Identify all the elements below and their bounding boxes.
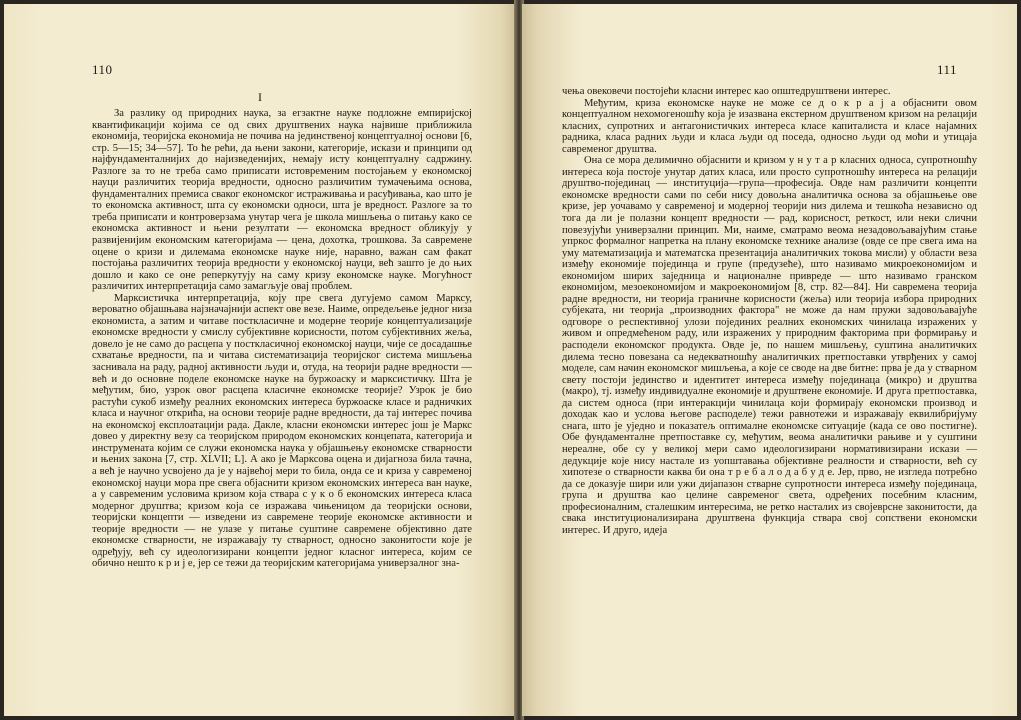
right-page [522, 4, 1017, 716]
paragraph: Она се мора делимично објаснити и кризом у н у т а р класних односа, супротношћу интереса која постоје унутар датих класа, или просто супротношћу интереса на релацији друштво-појединац — институција—група—професија. Овде нам различити концепти економске вредности сами по себи нису довољна аналитичка основа за објашњење ове кризе, јер уочавамо у савременој и модерној теорији низ дилема и тешкоћа независно од тога да ли је полазни концепт вредности — рад, корисност, реткост, или неки слични повезујући универзални принцип. Ми, наиме, сматрамо веома незадовољавајућим стање упркос формалног напретка на плану економске технике анализе (овде се пре свега има на уму математизација и математска презентација аналитичких токова мисли) у области веза између економије појединца и групе (предузеће), што називамо микроекономијом и економијом ширих заједница и националне привреде — што називамо гранском економијом, мезоекономијом и макроекономијом [8, стр. 82—84]. Ни савремена теорија радне вредности, ни теорија граничне корисности (жеља) или теорија избора природних субјеката, ни теорија „производних фактора" не може да нам пружи задовољавајуће одговоре о респективној улози појединих реалних економских чинилаца изражених у живом и опредмећеном раду, или изражених у природним факторима при формирању и расподели економског продукта. Овде је, по нашем мишљењу, суштина аналитичких дилема тесно повезана са недекватношћу аналитичких претпоставки утврђених у самој моделе, сам начин економског мишљења, а које се своде на две битне: прва је да у стварном свету постоји јединство и идентитет интереса између појединаца (микро) и друштва (макро), тј. између индивидуалне економије и друштвене економије. И друга претпоставка, да систем односа (при интеракцији чинилаца који формирају економски производ и доходак као и услова његове расподеле) тежи равнотежи и изражавају еквилибријуму снага, што је уједно и показатељ оптималне економске ситуације (када се ово постигне). Обе фундаменталне претпоставке су, међутим, веома аналитички рањиве и у суштини нереалне, обе су у великој мери само идеологизирани нормативизирани искази — дедукције које нису настале из уопштавања објективне реалности и стварности, већ су хипотезе о стварности каква би она т р е б а л о д а б у д е. Јер, прво, не изгледа потребно да се доказује шири или ужи дијапазон стварне супротности интереса између појединаца, група и друштва као целине савременог света, одређених посебним класним, професионалним, сталешким интересима, не ретко насталих из својеврсне законитости, да свака институционализирана друштвена функција ствара свој сопствени економски интерес. И друго, идеја [562, 155, 977, 536]
paragraph: Марксистичка интерпретација, коју пре свега дугујемо самом Марксу, вероватно објашњава најзначајнији аспект ове везе. Наиме, опредељење једног низа економиста, а затим и читаве посткласичне и модерне теорије концептуализације економске вредности у смислу субјективне корисности, потом субјективних жеља, довело је не само до расцепа у посткласичној економској науци, чије се досадашње схватање вредности, па и читава систематизација теоријског система мишљења заснивала на раду, радној активности људи и, отуда, на теорији радне вредности — већ и до основне поделе економске науке на буржоаску и марксистичку. Шта је међутим, био, узрок овог расцепа класичне економске теорије? Узрок је био растући сукоб између реалних економских интереса буржоаске класе и радничких класа и научног открића, на основи теорије радне вредности, да тај интерес почива на економској експлоатацији рада. Дакле, класни економски интерес још је Маркс довео у директну везу са теоријском природом економских концепата, категорија и инструмената којим се служи економска наука у објашњењу економске стварности и њених закона [7, стр. XLVII; L]. А ако је Марксова оцена и дијагноза била тачна, а већ је научно усвојено да је у највећој мери то била, онда се и криза у савременој економској науци мора пре свега објаснити кризом економских интереса ван науке, а у савременим условима кризом која ствара с у к о б економских интереса класа модерног друштва; кризом која се изражава чињеницом да теоријски основи, теоријски концепти — изведени из савремене теорије економске активности и теорије вредности — не улазе у питање суштине савремене објективно дате економске стварности, не изражавају ту стварност, односно законитости које је одређују, већ су идеологизирани концепти једног класног интереса, којим се обично нешто к р и ј е, јер се тежи да теоријским категоријама универзалног зна- [92, 292, 472, 570]
paragraph: чења овековечи постојећи класни интерес као општедруштвени интерес. [562, 86, 891, 97]
page-number-left: 110 [92, 62, 113, 77]
right-page-body [562, 86, 977, 536]
left-page-body [92, 108, 472, 570]
left-page [4, 4, 516, 716]
section-heading: I [258, 90, 262, 104]
paragraph: Међутим, криза економске науке не може се д о к р а ј а објаснити овом концептуалном нехомогеношћу која је изазвана екстерном друштвеном кризом на релацији класних, супротних и антагонистичких интереса класе капиталиста и класе најамних радника, класа радних људи и класа људи од поседа, односно људи од моћи и утицаја савременог друштва. [562, 97, 977, 155]
page-number-right: 111 [936, 62, 957, 77]
paragraph: За разлику од природних наука, за егзактне науке подложне емпиријској квантификацији којима се од свих друштвених наука највише приближила економија, теоријска економија не почива на јединственој концептуалној основи [6, стр. 5—15; 34—57]. То ће рећи, да њени закони, категорије, искази и принципи од најфундаменталнијих до најизведенијих, немају исту концептуалну садржину. Разлоге за то не треба само приписати истовременим постојањем у економској науци различитих теорија вредности, односно различитим тумачењима основа, фундаменталних премиса сваког економског истраживања и расуђивања, као што је то економска активност, шта су економски односи, шта је вредност. Разлоге за то треба приписати и контроверзама унутар чега је школа мишљења о питању како се економска активност и њени резултати — економска вредност обликују у развијенијим економским категоријама — цена, дохотка, трошкова. За савремене оцене о кризи и дилемама економске науке није, наравно, важан сам факат постојања различитих теорија вредности у економској науци, већ зашто је до њих дошло и како се оне реперкутују на саму кризу економске науке. Могућност различитих интерпретација само замагљује овај проблем. [92, 108, 472, 293]
